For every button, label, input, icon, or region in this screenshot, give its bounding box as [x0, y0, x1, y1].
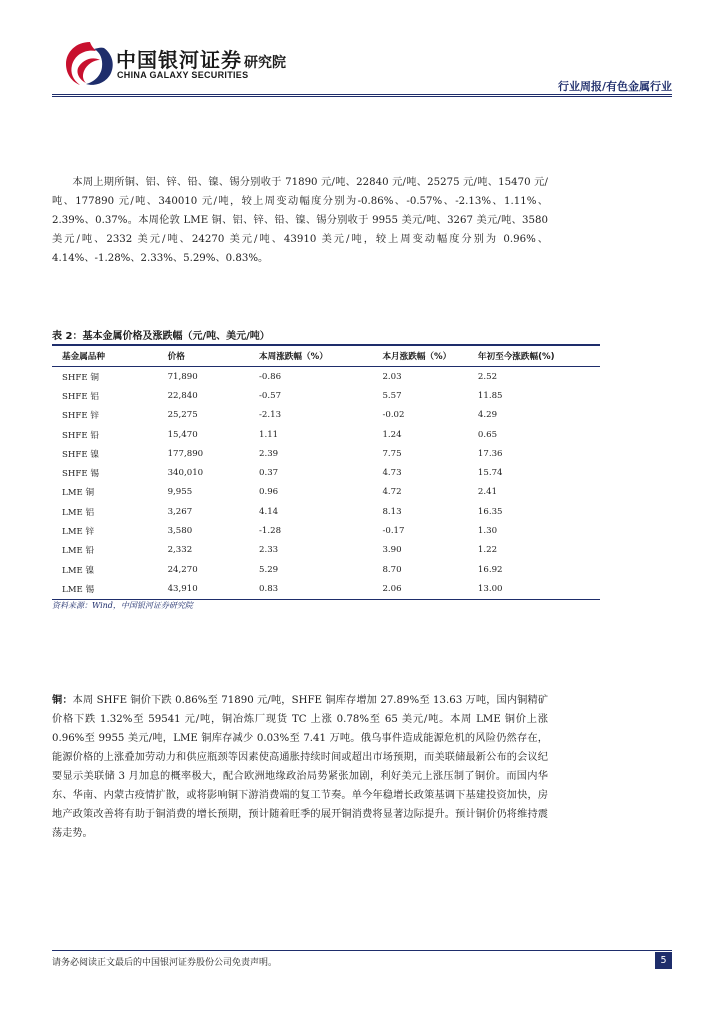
copper-analysis-text: 本周 SHFE 铜价下跌 0.86%至 71890 元/吨，SHFE 铜库存增加 27.89%至 13.63 万吨，国内铜精矿价格下跌 1.32%至 59541 元/吨，铜冶炼厂现货 TC 上涨 0.78%至 65 美元/吨。本周 LME 铜价上涨 0.96%至 9955 美元/吨，LME 铜库存减少 0.03%至 7.41 万吨。俄乌事件造成能源危机的风险仍然存在，能源价格的上涨叠加劳动力和供应瓶颈等因素使高通胀持续时间或超出市场预期，而美联储最新公布的会议纪要显示美联储 3 月加息的概率极大，配合欧洲地缘政治局势紧张加剧，利好美元上涨压制了铜价。而国内华东、华南、内蒙古疫情扩散，或将影响铜下游消费端的复工节奏。单今年稳增长政策基调下基建投资加快，房地产政策改善将有助于铜消费的增长预期，预计随着旺季的展开铜消费将显著边际提升。预计铜价仍将维持震荡走势。	[52, 695, 549, 840]
table-cell: 2.03	[382, 371, 402, 382]
table-cell: 4.29	[477, 410, 498, 421]
column-header: 本月涨跌幅（%）	[372, 345, 467, 367]
table-cell: 5.29	[259, 564, 279, 575]
table-cell: 71,890	[167, 371, 198, 382]
table-row	[52, 541, 600, 560]
table-cell: 177,890	[167, 448, 204, 459]
table-cell: 2.52	[477, 371, 498, 382]
table-cell: LME 锌	[62, 527, 95, 538]
table-cell: SHFE 锌	[62, 411, 99, 422]
table-cell: LME 镍	[62, 565, 95, 576]
table-source-note: 资料来源：Wind，中国银河证券研究院	[52, 601, 193, 610]
table-caption: 表 2：基本金属价格及涨跌幅（元/吨、美元/吨）	[52, 331, 270, 342]
copper-lead-label: 铜：	[52, 695, 73, 707]
table-cell: 8.70	[382, 564, 402, 575]
table-cell: LME 铝	[62, 507, 95, 518]
table-cell: 0.65	[477, 429, 498, 440]
table-cell: 16.35	[477, 506, 503, 517]
table-cell: 3,580	[167, 526, 193, 537]
table-cell: -0.57	[259, 390, 282, 401]
table-cell: 7.75	[382, 448, 402, 459]
table-cell: 2.39	[259, 448, 279, 459]
table-row	[52, 579, 600, 599]
header-divider-secondary	[52, 96, 672, 97]
table-cell: LME 锡	[52, 579, 158, 599]
table-cell: -0.02	[382, 410, 405, 421]
table-cell: 17.36	[477, 448, 503, 459]
metal-price-table	[52, 344, 600, 600]
table-cell: 4.14	[259, 506, 279, 517]
table-row	[52, 367, 600, 387]
table-cell: 0.37	[259, 468, 279, 479]
table-cell: 1.22	[477, 545, 498, 556]
table-cell: SHFE 铜	[62, 372, 99, 383]
brand-name-chinese: 中国银河证券	[116, 48, 242, 72]
table-cell: 11.85	[477, 390, 503, 401]
table-cell: 2.06	[372, 579, 467, 599]
table-cell: 4.73	[382, 468, 402, 479]
table-row	[52, 425, 600, 444]
page-header	[0, 0, 724, 100]
column-header: 年初至今涨跌幅(%)	[468, 345, 600, 367]
table-cell: 13.00	[468, 579, 600, 599]
table-cell: 0.83	[249, 579, 372, 599]
table-row	[52, 560, 600, 579]
table-cell: 340,010	[167, 468, 204, 479]
footer-divider	[52, 950, 672, 951]
table-cell: 4.72	[382, 487, 402, 498]
table-cell: 5.57	[382, 390, 402, 401]
table-row	[52, 521, 600, 540]
table-row	[52, 483, 600, 502]
table-row	[52, 406, 600, 425]
table-cell: -0.17	[382, 526, 405, 537]
table-cell: SHFE 锡	[62, 469, 99, 480]
table-cell: 25,275	[167, 410, 198, 421]
table-cell: 43,910	[158, 579, 249, 599]
table-row	[52, 502, 600, 521]
column-header: 本周涨跌幅（%）	[249, 345, 372, 367]
table-cell: 8.13	[382, 506, 402, 517]
table-cell: -0.86	[259, 371, 282, 382]
table-cell: 1.30	[477, 526, 498, 537]
galaxy-logo-icon	[60, 38, 120, 88]
document-category: 行业周报/有色金属行业	[557, 80, 672, 93]
table-cell: 3.90	[382, 545, 402, 556]
table-cell: 16.92	[477, 564, 503, 575]
table-cell: -2.13	[259, 410, 282, 421]
table-cell: 2,332	[167, 545, 193, 556]
table-cell: SHFE 镍	[62, 449, 99, 460]
table-cell: 1.24	[382, 429, 402, 440]
table-cell: SHFE 铝	[62, 391, 99, 402]
table-cell: 24,270	[167, 564, 198, 575]
table-cell: LME 铜	[62, 488, 95, 499]
table-cell: 1.11	[259, 429, 279, 440]
column-header: 价格	[158, 345, 249, 367]
table-row	[52, 463, 600, 482]
table-cell: -1.28	[259, 526, 282, 537]
table-cell: 2.41	[477, 487, 498, 498]
disclaimer-text: 请务必阅读正文最后的中国银河证券股份公司免责声明。	[52, 958, 278, 968]
column-header: 基金属品种	[52, 345, 158, 367]
table-header-row	[52, 345, 600, 367]
table-cell: 15,470	[167, 429, 198, 440]
table-cell: 15.74	[477, 468, 503, 479]
brand-department: 研究院	[244, 55, 286, 71]
table-cell: 2.33	[259, 545, 279, 556]
table-cell: 0.96	[259, 487, 279, 498]
table-cell: 9,955	[167, 487, 193, 498]
table-body	[52, 367, 600, 600]
price-summary-paragraph: 本周上期所铜、铝、锌、铅、镍、锡分别收于 71890 元/吨、22840 元/吨、25275 元/吨、15470 元/吨、177890 元/吨、340010 元/吨，较上周变动幅度分别为-0.86%、-0.57%、-2.13%、1.11%、2.39%、0.37%。本周伦敦 LME 铜、铝、锌、铅、镍、锡分别收于 9955 美元/吨、3267 美元/吨、3580 美元/吨、2332 美元/吨、24270 美元/吨、43910 美元/吨，较上周变动幅度分别为 0.96%、4.14%、-1.28%、2.33%、5.29%、0.83%。	[52, 177, 548, 265]
copper-analysis-paragraph	[52, 691, 548, 843]
table-cell: 3,267	[167, 506, 193, 517]
table-row	[52, 386, 600, 405]
page-number: 5	[655, 952, 672, 969]
brand-name-english: CHINA GALAXY SECURITIES	[117, 70, 249, 80]
table-cell: SHFE 铅	[62, 430, 99, 441]
table-cell: LME 铅	[62, 546, 95, 557]
table-row	[52, 444, 600, 463]
table-cell: 22,840	[167, 390, 198, 401]
header-divider	[52, 94, 672, 95]
